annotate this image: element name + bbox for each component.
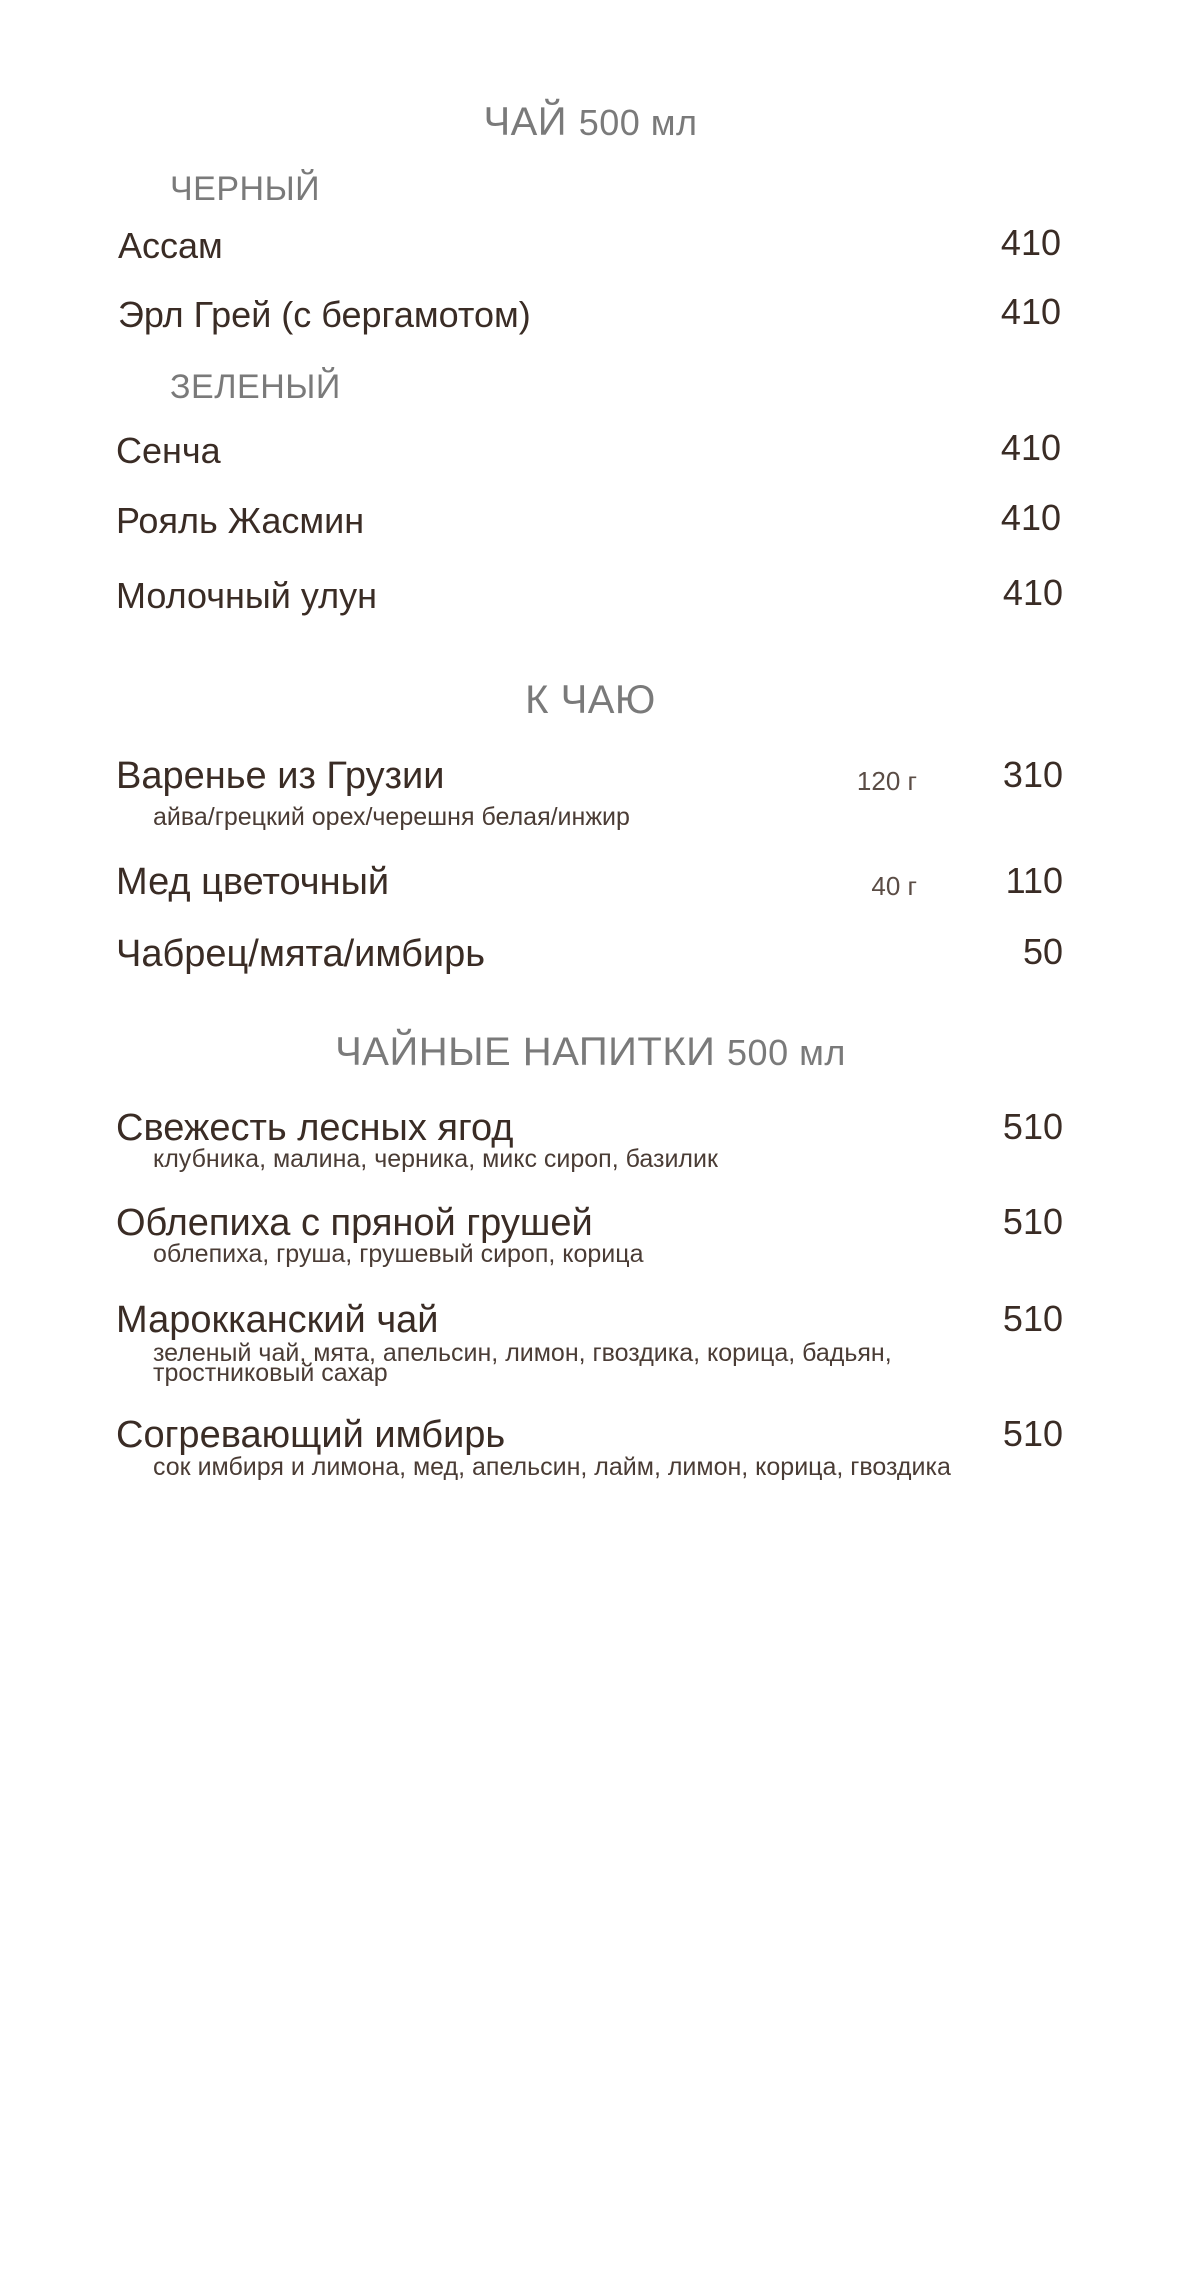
menu-item-name: Молочный улун — [116, 575, 377, 616]
menu-item-price: 50 — [1022, 931, 1063, 972]
black-tea-subheading: ЧЕРНЫЙ — [170, 170, 321, 208]
menu-item-name: Свежесть лесных ягод — [116, 1107, 514, 1149]
menu-item-name: Ассам — [118, 225, 223, 266]
menu-item-price: 510 — [1002, 1298, 1063, 1339]
extras-section-title — [0, 678, 1181, 723]
menu-item-price: 510 — [1002, 1201, 1063, 1242]
menu-item-name: Эрл Грей (с бергамотом) — [118, 294, 531, 335]
drinks-title: ЧАЙНЫЕ НАПИТКИ — [335, 1030, 716, 1074]
tea-section-title — [0, 100, 1181, 145]
menu-item-name: Согревающий имбирь — [116, 1414, 506, 1456]
menu-item-price: 410 — [1000, 427, 1061, 468]
menu-item-description: зеленый чай, мята, апельсин, лимон, гвоздика, корица, бадьян, — [153, 1339, 892, 1367]
menu-item-name: Рояль Жасмин — [116, 500, 365, 541]
menu-item-name: Чабрец/мята/имбирь — [116, 933, 486, 975]
menu-item-price: 510 — [1002, 1413, 1063, 1454]
menu-item-price: 510 — [1002, 1106, 1063, 1147]
menu-item-description: клубника, малина, черника, микс сироп, базилик — [153, 1145, 718, 1173]
menu-item-price: 110 — [1005, 860, 1063, 901]
menu-item-price: 410 — [1000, 497, 1061, 538]
drinks-unit: 500 мл — [727, 1032, 846, 1073]
menu-item-price: 310 — [1002, 754, 1063, 795]
menu-item-description: айва/грецкий орех/черешня белая/инжир — [153, 803, 630, 831]
tea-unit: 500 мл — [578, 102, 698, 143]
menu-item-name: Сенча — [116, 430, 221, 471]
menu-item-description: тростниковый сахар — [153, 1359, 388, 1387]
menu-item-price: 410 — [1002, 572, 1063, 613]
drinks-section-title — [0, 1030, 1181, 1075]
menu-item-description: облепиха, груша, грушевый сироп, корица — [153, 1240, 644, 1268]
menu-item-price: 410 — [1000, 291, 1061, 332]
menu-item-weight: 120 г — [856, 766, 917, 796]
menu-item-name: Мед цветочный — [116, 861, 390, 903]
menu-item-name: Варенье из Грузии — [116, 755, 445, 797]
menu-item-description: сок имбиря и лимона, мед, апельсин, лайм, лимон, корица, гвоздика — [153, 1453, 951, 1481]
menu-item-name: Облепиха с пряной грушей — [116, 1202, 593, 1244]
menu-item-weight: 40 г — [871, 871, 917, 901]
tea-title: ЧАЙ — [483, 100, 568, 144]
menu-item-name: Марокканский чай — [116, 1299, 439, 1341]
extras-title: К ЧАЮ — [525, 678, 656, 722]
green-tea-subheading: ЗЕЛЕНЫЙ — [170, 368, 341, 406]
menu-item-price: 410 — [1000, 222, 1061, 263]
